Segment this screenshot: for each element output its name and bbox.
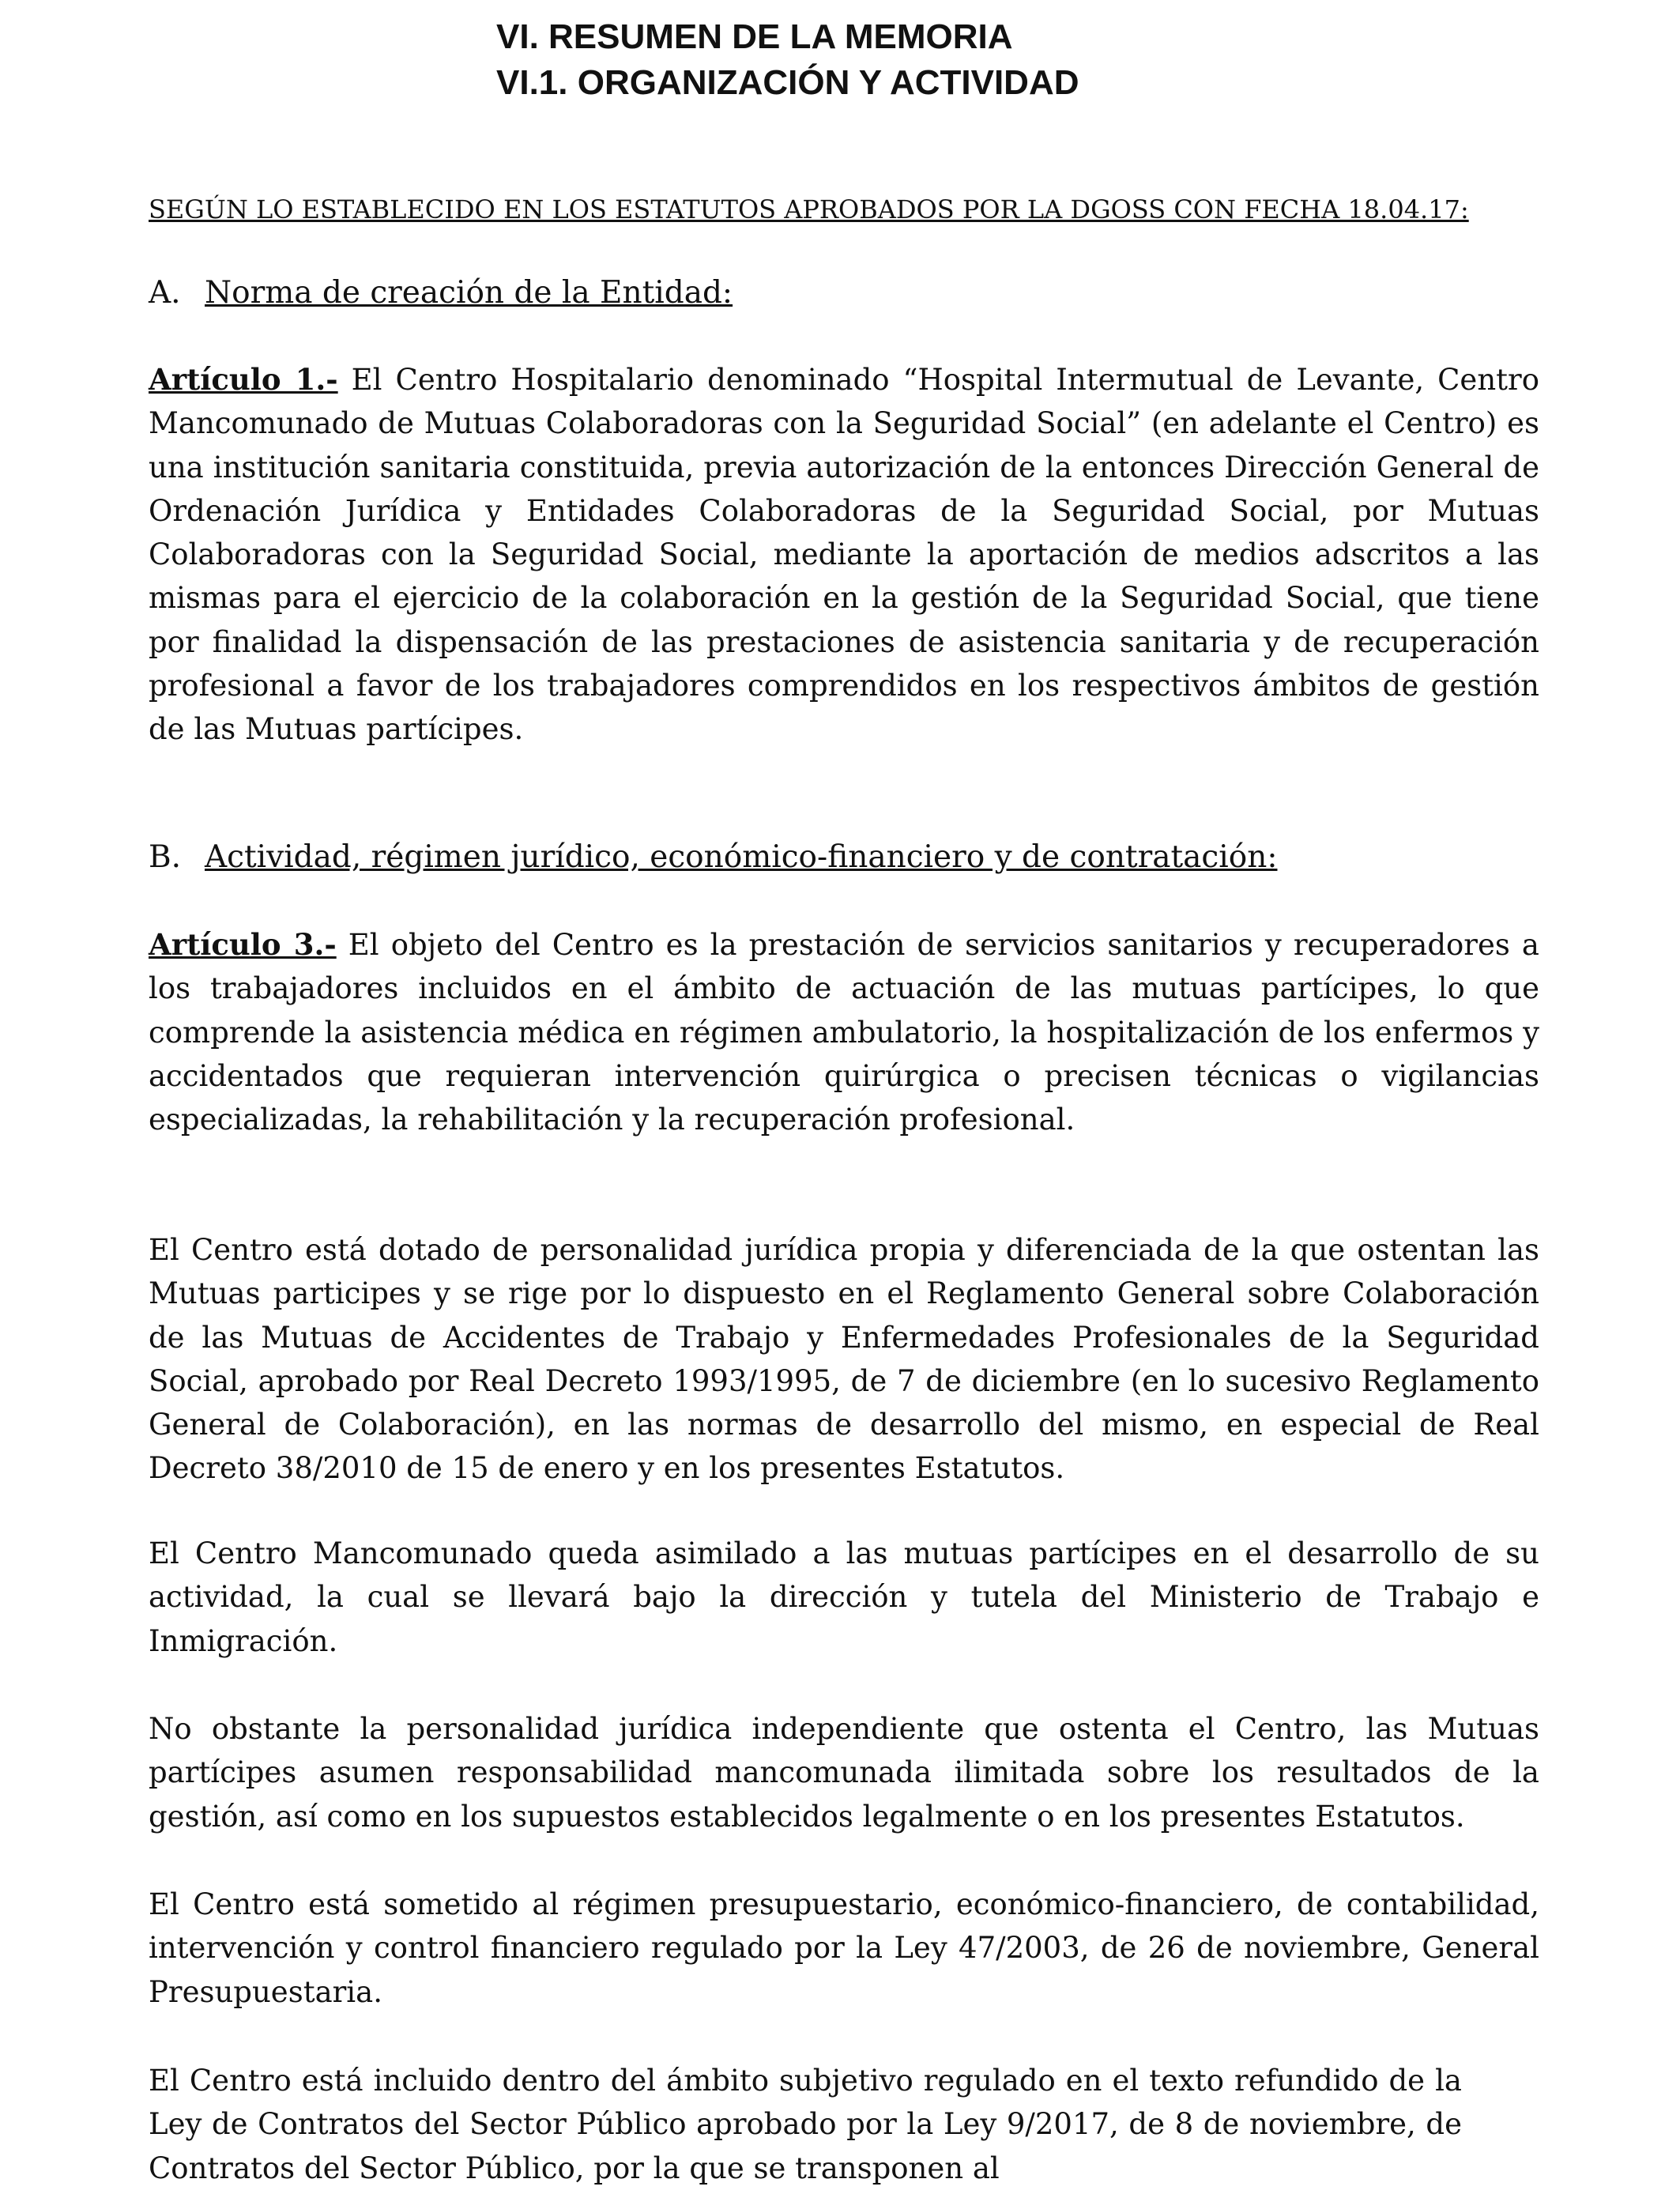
article-3-text: El objeto del Centro es la prestación de servicios sanitarios y recuperadores a los trabajadores incluidos en el ámbito de actuación de las mutuas partícipes, lo que comprende la asistencia médica en régimen ambulatorio, la hospitalización de los enfermos y accidentados que requieran intervención quirúrgica o precisen técnicas o vigilancias especializadas, la rehabilitación y la recuperación profesional. [149, 928, 1539, 1137]
article-1-label: Artículo 1.- [149, 362, 338, 397]
article-3-label: Artículo 3.- [149, 927, 337, 962]
budget-regime-paragraph: El Centro está sometido al régimen presupuestario, económico-financiero, de contabilidad, intervención y control financiero regulado por la Ley 47/2003, de 26 de noviembre, General Presupuestaria. [149, 1887, 1539, 2009]
section-heading: VI.1. ORGANIZACIÓN Y ACTIVIDAD [496, 63, 1079, 102]
article-1-text: El Centro Hospitalario denominado “Hospital Intermutual de Levante, Centro Mancomunado de Mutuas Colaboradoras con la Seguridad Social” (en adelante el Centro) es una institución sanitaria constituida, previa autorización de la entonces Dirección General de Ordenación Jurídica y Entidades Colaboradoras de la Seguridad Social, por Mutuas Colaboradoras con la Seguridad Social, mediante la aportación de medios adscritos a las mismas para el ejercicio de la colaboración en la gestión de la Seguridad Social, que tiene por finalidad la dispensación de las prestaciones de asistencia sanitaria y de recuperación profesional a favor de los trabajadores comprendidos en los respectivos ámbitos de gestión de las Mutuas partícipes. [149, 363, 1539, 747]
section-b-letter: B. [149, 839, 182, 875]
article-1-paragraph [149, 358, 1539, 752]
article-3-paragraph [149, 923, 1539, 1141]
section-a-title [149, 273, 733, 313]
responsibility-paragraph: No obstante la personalidad jurídica independiente que ostenta el Centro, las Mutuas partícipes asumen responsabilidad mancomunada ilimitada sobre los resultados de la gestión, así como en los supuestos establecidos legalmente o en los presentes Estatutos. [149, 1712, 1539, 1834]
section-a-letter: A. [149, 275, 181, 311]
memoria-heading: VI. RESUMEN DE LA MEMORIA [496, 17, 1013, 56]
section-b-label: Actividad, régimen jurídico, económico-financiero y de contratación: [205, 839, 1278, 875]
section-b-title [149, 838, 1277, 877]
statutes-intro: SEGÚN LO ESTABLECIDO EN LOS ESTATUTOS APROBADOS POR LA DGOSS CON FECHA 18.04.17: [149, 194, 1469, 224]
legal-personality-paragraph: El Centro está dotado de personalidad jurídica propia y diferenciada de la que ostentan las Mutuas participes y se rige por lo dispuesto en el Reglamento General sobre Colaboración de las Mutuas de Accidentes de Trabajo y Enfermedades Profesionales de la Seguridad Social, aprobado por Real Decreto 1993/1995, de 7 de diciembre (en lo sucesivo Reglamento General de Colaboración), en las normas de desarrollo del mismo, en especial de Real Decreto 38/2010 de 15 de enero y en los presentes Estatutos. [149, 1233, 1539, 1486]
assimilation-paragraph: El Centro Mancomunado queda asimilado a las mutuas partícipes en el desarrollo de su actividad, la cual se llevará bajo la dirección y tutela del Ministerio de Trabajo e Inmigración. [149, 1536, 1539, 1658]
section-a-label: Norma de creación de la Entidad: [205, 275, 733, 311]
contracts-paragraph: El Centro está incluido dentro del ámbito subjetivo regulado en el texto refundido de la Ley de Contratos del Sector Público aprobado por la Ley 9/2017, de 8 de noviembre, de Contratos del Sector Público, por la que se transponen al [149, 2064, 1462, 2185]
